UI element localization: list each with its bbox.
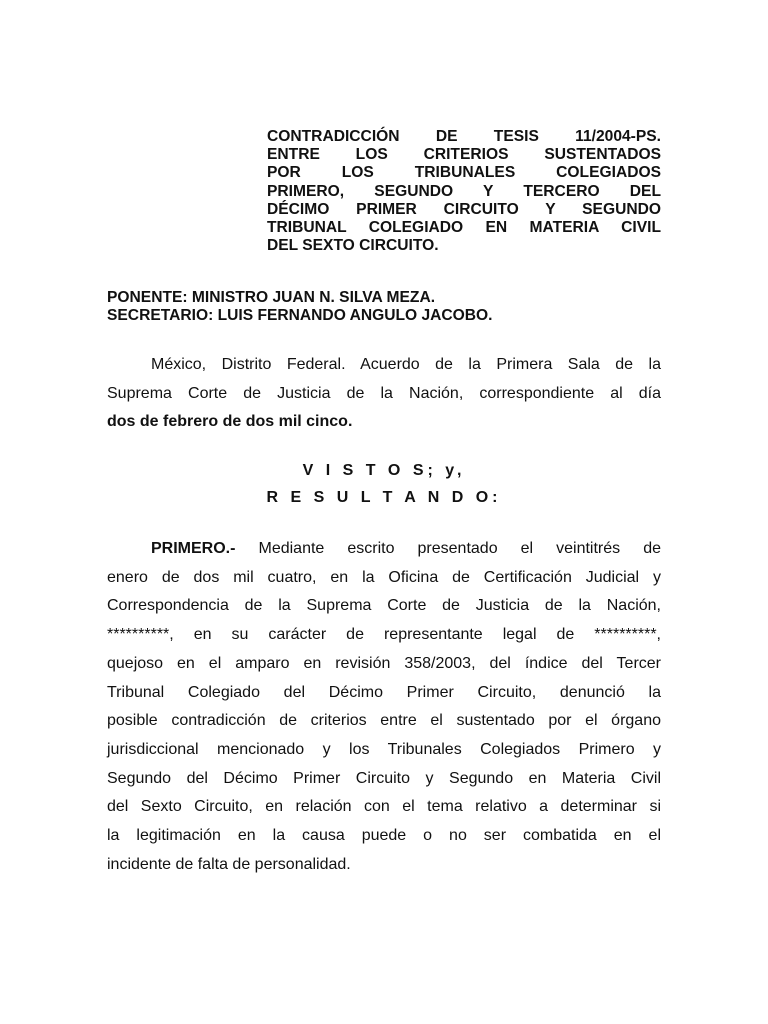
intro-paragraph [107, 351, 661, 437]
ponente-block [107, 289, 667, 325]
heading-line: DEL SEXTO CIRCUITO. [267, 237, 439, 255]
primero-paragraph [107, 535, 661, 879]
primero-label: PRIMERO.- [151, 540, 236, 557]
paragraph-line: **********, en su carácter de representante legal de **********, [107, 626, 661, 644]
heading-line: CONTRADICCIÓN DE TESIS 11/2004-PS. [267, 128, 661, 145]
case-heading [267, 128, 661, 255]
paragraph-line: jurisdiccional mencionado y los Tribunales Colegiados Primero y [107, 740, 661, 758]
paragraph-line: la legitimación en la causa puede o no ser combatida en el [107, 827, 661, 845]
heading-line: DÉCIMO PRIMER CIRCUITO Y SEGUNDO [267, 200, 661, 218]
intro-date: dos de febrero de dos mil cinco. [107, 413, 353, 431]
heading-line: POR LOS TRIBUNALES COLEGIADOS [267, 164, 661, 182]
vistos-heading: V I S T O S; y, [302, 462, 466, 479]
paragraph-line: enero de dos mil cuatro, en la Oficina de Certificación Judicial y [107, 568, 661, 586]
paragraph-line: posible contradicción de criterios entre el sustentado por el órgano [107, 712, 661, 730]
primero-first-line: Mediante escrito presentado el veintitrés de [258, 540, 661, 557]
paragraph-line [107, 535, 661, 564]
paragraph-line: Suprema Corte de Justicia de la Nación, correspondiente al día [107, 384, 661, 402]
heading-line: PRIMERO, SEGUNDO Y TERCERO DEL [267, 182, 661, 200]
ponente-line: PONENTE: MINISTRO JUAN N. SILVA MEZA. [107, 289, 436, 306]
paragraph-line: del Sexto Circuito, en relación con el tema relativo a determinar si [107, 798, 661, 816]
heading-line: ENTRE LOS CRITERIOS SUSTENTADOS [267, 146, 661, 164]
paragraph-line: incidente de falta de personalidad. [107, 855, 351, 873]
paragraph-line: Segundo del Décimo Primer Circuito y Segundo en Materia Civil [107, 769, 661, 787]
paragraph-line: México, Distrito Federal. Acuerdo de la Primera Sala de la [151, 356, 661, 373]
paragraph-line: Correspondencia de la Suprema Corte de Justicia de la Nación, [107, 597, 661, 615]
resultando-heading: R E S U L T A N D O: [266, 489, 502, 506]
paragraph-line: Tribunal Colegiado del Décimo Primer Circuito, denunció la [107, 683, 661, 701]
paragraph-line: quejoso en el amparo en revisión 358/2003, del índice del Tercer [107, 654, 661, 672]
secretario-line: SECRETARIO: LUIS FERNANDO ANGULO JACOBO. [107, 307, 493, 324]
heading-line: TRIBUNAL COLEGIADO EN MATERIA CIVIL [267, 219, 661, 237]
